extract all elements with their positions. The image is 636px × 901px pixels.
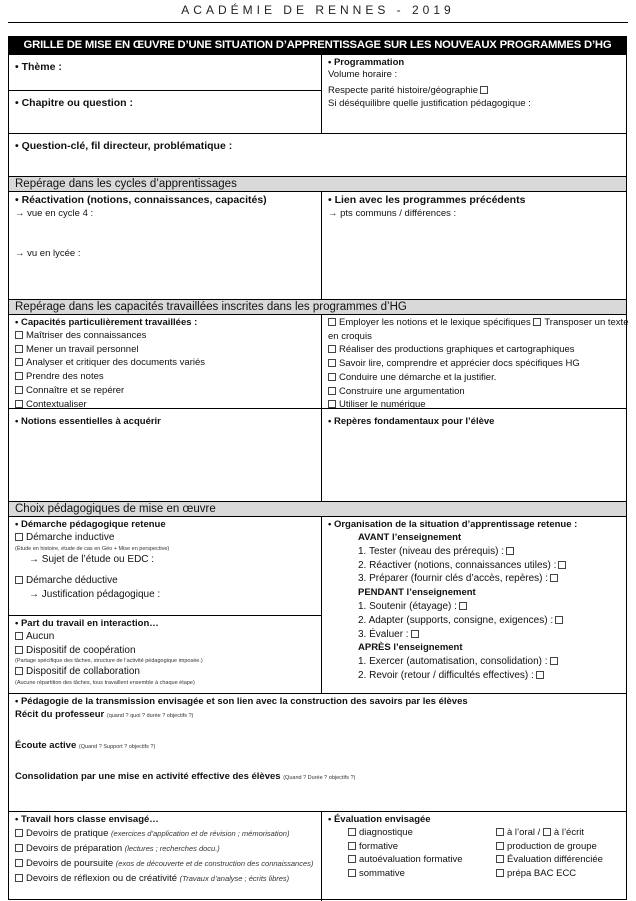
pendant-item[interactable]: 1. Soutenir (étayage) : <box>328 600 620 614</box>
avant-item[interactable]: 3. Préparer (fournir clés d’accès, repères) : <box>328 572 620 586</box>
capacite-checkbox[interactable] <box>15 400 23 408</box>
volume-horaire[interactable]: Volume horaire : <box>328 69 398 80</box>
eval-checkbox[interactable] <box>348 828 356 836</box>
inductive-option[interactable]: Démarche inductive <box>15 531 315 545</box>
eval-option[interactable]: Évaluation différenciée <box>496 853 626 867</box>
eval-option[interactable]: production de groupe <box>496 840 626 854</box>
avant-heading: AVANT l’enseignement <box>358 532 462 543</box>
demarche-cell <box>9 516 321 615</box>
organisation-cell <box>321 516 626 693</box>
devoir-item[interactable]: Devoirs de préparation (lectures ; recherches docu.) <box>15 841 315 856</box>
transmission-label: • Pédagogie de la transmission envisagée et son lien avec la construction des savoirs par les élèves <box>15 696 468 707</box>
cooperation-checkbox[interactable] <box>15 646 23 654</box>
notions-label: • Notions essentielles à acquérir <box>15 416 161 427</box>
avant-checkbox[interactable] <box>506 547 514 555</box>
avant-checkbox[interactable] <box>550 574 558 582</box>
theme-cell[interactable] <box>9 54 321 90</box>
pendant-item[interactable]: 2. Adapter (supports, consigne, exigences) : <box>328 614 620 628</box>
section-capacites: Repérage dans les capacités travaillées inscrites dans les programmes d’HG <box>9 299 626 314</box>
parite-label: Respecte parité histoire/géographie <box>328 84 478 96</box>
interaction-cell <box>9 615 321 693</box>
section-choix: Choix pédagogiques de mise en œuvre <box>9 501 626 516</box>
form-grid <box>8 36 627 900</box>
apres-checkbox[interactable] <box>536 671 544 679</box>
eval-option-oral-ecrit[interactable]: à l’oral / à l’écrit <box>496 826 626 840</box>
lien-cell[interactable] <box>321 191 626 299</box>
collaboration-option[interactable]: Dispositif de collaboration <box>15 665 315 679</box>
avant-item[interactable]: 1. Tester (niveau des prérequis) : <box>328 545 620 559</box>
capacites-right-cell <box>321 314 629 411</box>
programmation-label: • Programmation <box>328 57 405 68</box>
capacite-checkbox[interactable] <box>328 345 336 353</box>
devoir-checkbox[interactable] <box>15 859 23 867</box>
capacite-item[interactable]: Conduire une démarche et la justifier. <box>328 371 620 385</box>
capacite-item[interactable]: Prendre des notes <box>15 370 315 384</box>
inductive-checkbox[interactable] <box>15 533 23 541</box>
capacites-cell <box>9 314 321 408</box>
ecoute-hint: (Quand ? Support ? objectifs ?) <box>78 744 156 750</box>
devoir-checkbox[interactable] <box>15 844 23 852</box>
eval-option[interactable]: formative <box>348 840 496 854</box>
notions-cell[interactable] <box>9 408 321 501</box>
evaluation-options <box>328 826 620 881</box>
capacite-checkbox[interactable] <box>15 386 23 394</box>
capacite-checkbox[interactable] <box>15 372 23 380</box>
capacite-checkbox[interactable] <box>328 373 336 381</box>
parite-row <box>328 84 620 98</box>
pendant-heading: PENDANT l’enseignement <box>358 587 476 599</box>
pendant-checkbox[interactable] <box>411 630 419 638</box>
capacite-checkbox[interactable] <box>328 318 336 326</box>
capacite-item[interactable]: Mener un travail personnel <box>15 343 315 357</box>
capacite-item[interactable]: Connaître et se repérer <box>15 384 315 398</box>
reperes-cell[interactable] <box>321 408 626 501</box>
pendant-checkbox[interactable] <box>555 616 563 624</box>
apres-checkbox[interactable] <box>550 657 558 665</box>
question-cle-cell[interactable] <box>9 133 626 176</box>
apres-heading: APRÈS l’enseignement <box>358 642 463 654</box>
demarche-label: • Démarche pédagogique retenue <box>15 519 166 530</box>
hors-classe-cell <box>9 811 321 899</box>
capacite-item-continued: en croquis <box>328 330 372 342</box>
cooperation-option[interactable]: Dispositif de coopération <box>15 644 315 658</box>
cycle4-label: → vue en cycle 4 : <box>15 208 94 219</box>
lycee-label: → vu en lycée : <box>15 247 81 259</box>
form-title: GRILLE DE MISE EN ŒUVRE D’UNE SITUATION D’APPRENTISSAGE SUR LES NOUVEAUX PROGRAMMES D’HG <box>9 37 626 54</box>
eval-checkbox[interactable] <box>496 855 504 863</box>
parite-checkbox[interactable] <box>480 86 488 94</box>
devoir-checkbox[interactable] <box>15 874 23 882</box>
chapitre-cell[interactable] <box>9 90 321 133</box>
theme-label: • Thème : <box>15 61 62 73</box>
interaction-label: • Part du travail en interaction… <box>15 618 159 629</box>
eval-option[interactable]: prépa BAC ECC <box>496 867 626 881</box>
capacite-checkbox[interactable] <box>533 318 541 326</box>
capacite-item[interactable]: Savoir lire, comprendre et apprécier docs spécifiques HG <box>328 357 620 371</box>
eval-checkbox[interactable] <box>348 842 356 850</box>
devoir-checkbox[interactable] <box>15 829 23 837</box>
organisation-label: • Organisation de la situation d’apprentissage retenue : <box>328 519 578 530</box>
oral-checkbox[interactable] <box>496 828 504 836</box>
evaluation-label: • Évaluation envisagée <box>328 814 431 825</box>
devoir-item[interactable]: Devoirs de pratique (exercices d’application et de révision ; mémorisation) <box>15 826 315 841</box>
capacites-label: • Capacités particulièrement travaillées : <box>15 317 198 328</box>
devoir-item[interactable]: Devoirs de poursuite (exos de découverte et de construction des connaissances) <box>15 856 315 871</box>
deductive-option[interactable]: Démarche déductive <box>15 574 315 588</box>
inductive-note: (Étude en histoire, étude de cas en Géo + Mise en perspective) <box>15 545 170 552</box>
reactivation-label: • Réactivation (notions, connaissances, capacités) <box>15 194 267 206</box>
section-cycles: Repérage dans les cycles d’apprentissages <box>9 176 626 191</box>
eval-checkbox[interactable] <box>348 855 356 863</box>
avant-checkbox[interactable] <box>558 561 566 569</box>
aucun-checkbox[interactable] <box>15 632 23 640</box>
capacite-item[interactable]: Contextualiser <box>15 398 315 412</box>
eval-checkbox[interactable] <box>496 842 504 850</box>
academy-header: ACADÉMIE DE RENNES - 2019 <box>181 3 455 17</box>
eval-checkbox[interactable] <box>496 869 504 877</box>
ecrit-checkbox[interactable] <box>543 828 551 836</box>
capacite-checkbox[interactable] <box>15 331 23 339</box>
capacite-item[interactable]: Analyser et critiquer des documents variés <box>15 356 315 370</box>
capacite-item[interactable]: Réaliser des productions graphiques et cartographiques <box>328 343 620 357</box>
chapitre-label: • Chapitre ou question : <box>15 97 134 109</box>
pendant-checkbox[interactable] <box>459 602 467 610</box>
aucun-option[interactable]: Aucun <box>15 630 315 644</box>
points-communs-label: → pts communs / différences : <box>328 208 457 219</box>
apres-item[interactable]: 1. Exercer (automatisation, consolidation) : <box>328 655 620 669</box>
programmation-cell <box>321 54 626 133</box>
header-rule <box>8 22 628 23</box>
recit-hint: (quand ? quoi ? durée ? objectifs ?) <box>106 713 194 719</box>
deductive-checkbox[interactable] <box>15 576 23 584</box>
eval-option[interactable]: sommative <box>348 867 496 881</box>
capacite-item[interactable]: Employer les notions et le lexique spécifiques Transposer un texte <box>328 316 620 330</box>
reactivation-cell[interactable] <box>9 191 321 299</box>
pendant-item[interactable]: 3. Évaluer : <box>328 628 620 642</box>
apres-item[interactable]: 2. Revoir (retour / difficultés effectives) : <box>328 669 620 683</box>
justification-label[interactable]: Si déséquilibre quelle justification pédagogique : <box>328 98 531 110</box>
justification-pedagogique-label[interactable]: → Justification pédagogique : <box>29 589 161 601</box>
eval-option[interactable]: autoévaluation formative <box>348 853 496 867</box>
eval-option[interactable]: diagnostique <box>348 826 496 840</box>
capacite-checkbox[interactable] <box>15 358 23 366</box>
capacite-checkbox[interactable] <box>328 359 336 367</box>
capacite-checkbox[interactable] <box>15 345 23 353</box>
sujet-label[interactable]: → Sujet de l’étude ou EDC : <box>29 553 155 565</box>
avant-item[interactable]: 2. Réactiver (notions, connaissances utiles) : <box>328 559 620 573</box>
cooperation-note: (Partage spécifique des tâches, structure de l’activité pédagogique imposée.) <box>15 658 203 665</box>
capacite-item[interactable]: Utiliser le numérique <box>328 398 620 412</box>
question-cle-label: • Question-clé, fil directeur, problématique : <box>15 140 233 152</box>
transmission-cell[interactable] <box>9 693 626 811</box>
ecoute-row: Écoute active (Quand ? Support ? objectifs ?) <box>15 740 156 751</box>
recit-row: Récit du professeur (quand ? quoi ? durée ? objectifs ?) <box>15 709 194 720</box>
consolidation-hint: (Quand ? Durée ? objectifs ?) <box>283 775 356 781</box>
consolidation-row: Consolidation par une mise en activité effective des élèves (Quand ? Durée ? objectifs ?) <box>15 771 356 782</box>
capacite-checkbox[interactable] <box>328 387 336 395</box>
capacite-item[interactable]: Maîtriser des connaissances <box>15 329 315 343</box>
devoir-item[interactable]: Devoirs de réflexion ou de créativité (Travaux d’analyse ; écrits libres) <box>15 871 315 886</box>
collaboration-note: (Aucune répartition des tâches, tous travaillent ensemble à chaque étape) <box>15 680 195 687</box>
evaluation-cell <box>321 811 626 899</box>
reperes-label: • Repères fondamentaux pour l’élève <box>328 416 495 427</box>
collaboration-checkbox[interactable] <box>15 667 23 675</box>
lien-label: • Lien avec les programmes précédents <box>328 194 526 206</box>
capacite-item[interactable]: Construire une argumentation <box>328 385 620 399</box>
hors-classe-label: • Travail hors classe envisagé… <box>15 814 159 825</box>
eval-checkbox[interactable] <box>348 869 356 877</box>
